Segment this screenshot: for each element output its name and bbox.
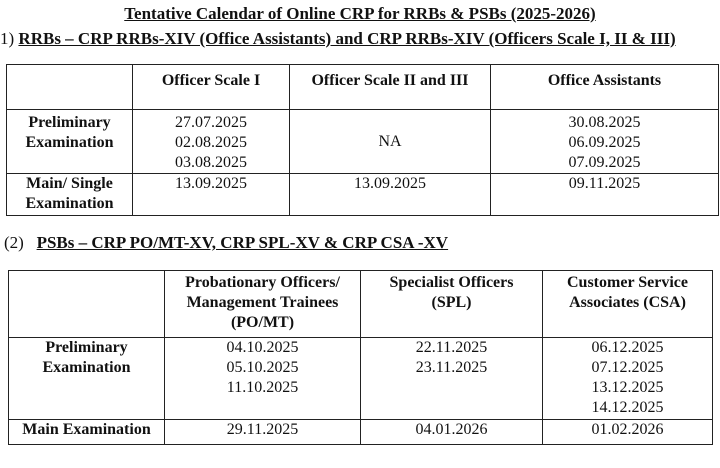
- column-header-csa: Customer Service Associates (CSA): [543, 271, 713, 338]
- table-row-preliminary: [9, 338, 713, 420]
- column-header-officer-scale-2-3: Officer Scale II and III: [290, 65, 491, 110]
- column-header-blank: [7, 65, 133, 110]
- spl-main-date: 04.01.2026: [361, 420, 543, 445]
- table-header-row: [9, 271, 713, 338]
- po-mt-prelim-dates: 04.10.2025 05.10.2025 11.10.2025: [165, 338, 361, 420]
- csa-prelim-dates: 06.12.2025 07.12.2025 13.12.2025 14.12.2025: [543, 338, 713, 420]
- spl-prelim-dates: 22.11.2025 23.11.2025: [361, 338, 543, 420]
- document-title: Tentative Calendar of Online CRP for RRBs & PSBs (2025-2026): [124, 4, 596, 23]
- table-header-row: [7, 65, 719, 110]
- psb-calendar-table: [8, 270, 713, 445]
- section-2-heading: [4, 233, 448, 253]
- row-label-preliminary: Preliminary Examination: [7, 110, 133, 174]
- table-row-main-single: [7, 174, 719, 216]
- officer-scale-2-3-prelim-value: NA: [290, 110, 491, 174]
- row-label-main-single: Main/ Single Examination: [7, 174, 133, 216]
- row-label-main: Main Examination: [9, 420, 165, 445]
- section-2-title: PSBs – CRP PO/MT-XV, CRP SPL-XV & CRP CSA -XV: [36, 233, 449, 252]
- officer-scale-1-main-date: 13.09.2025: [133, 174, 290, 216]
- section-1-heading: [0, 29, 676, 49]
- officer-scale-1-prelim-dates: 27.07.2025 02.08.2025 03.08.2025: [133, 110, 290, 174]
- office-assistants-prelim-dates: 30.08.2025 06.09.2025 07.09.2025: [491, 110, 719, 174]
- table-row-main: [9, 420, 713, 445]
- column-header-officer-scale-1: Officer Scale I: [133, 65, 290, 110]
- table-row-preliminary: [7, 110, 719, 174]
- section-2-number: (2): [4, 233, 24, 252]
- officer-scale-2-3-main-date: 13.09.2025: [290, 174, 491, 216]
- office-assistants-main-date: 09.11.2025: [491, 174, 719, 216]
- column-header-office-assistants: Office Assistants: [491, 65, 719, 110]
- column-header-spl: Specialist Officers (SPL): [361, 271, 543, 338]
- column-header-blank: [9, 271, 165, 338]
- column-header-po-mt: Probationary Officers/ Management Trainees (PO/MT): [165, 271, 361, 338]
- row-label-preliminary: Preliminary Examination: [9, 338, 165, 420]
- po-mt-main-date: 29.11.2025: [165, 420, 361, 445]
- section-1-title: RRBs – CRP RRBs-XIV (Office Assistants) and CRP RRBs-XIV (Officers Scale I, II & III): [18, 29, 676, 48]
- rrb-calendar-table: [6, 64, 719, 216]
- csa-main-date: 01.02.2026: [543, 420, 713, 445]
- section-1-number: 1): [0, 29, 15, 48]
